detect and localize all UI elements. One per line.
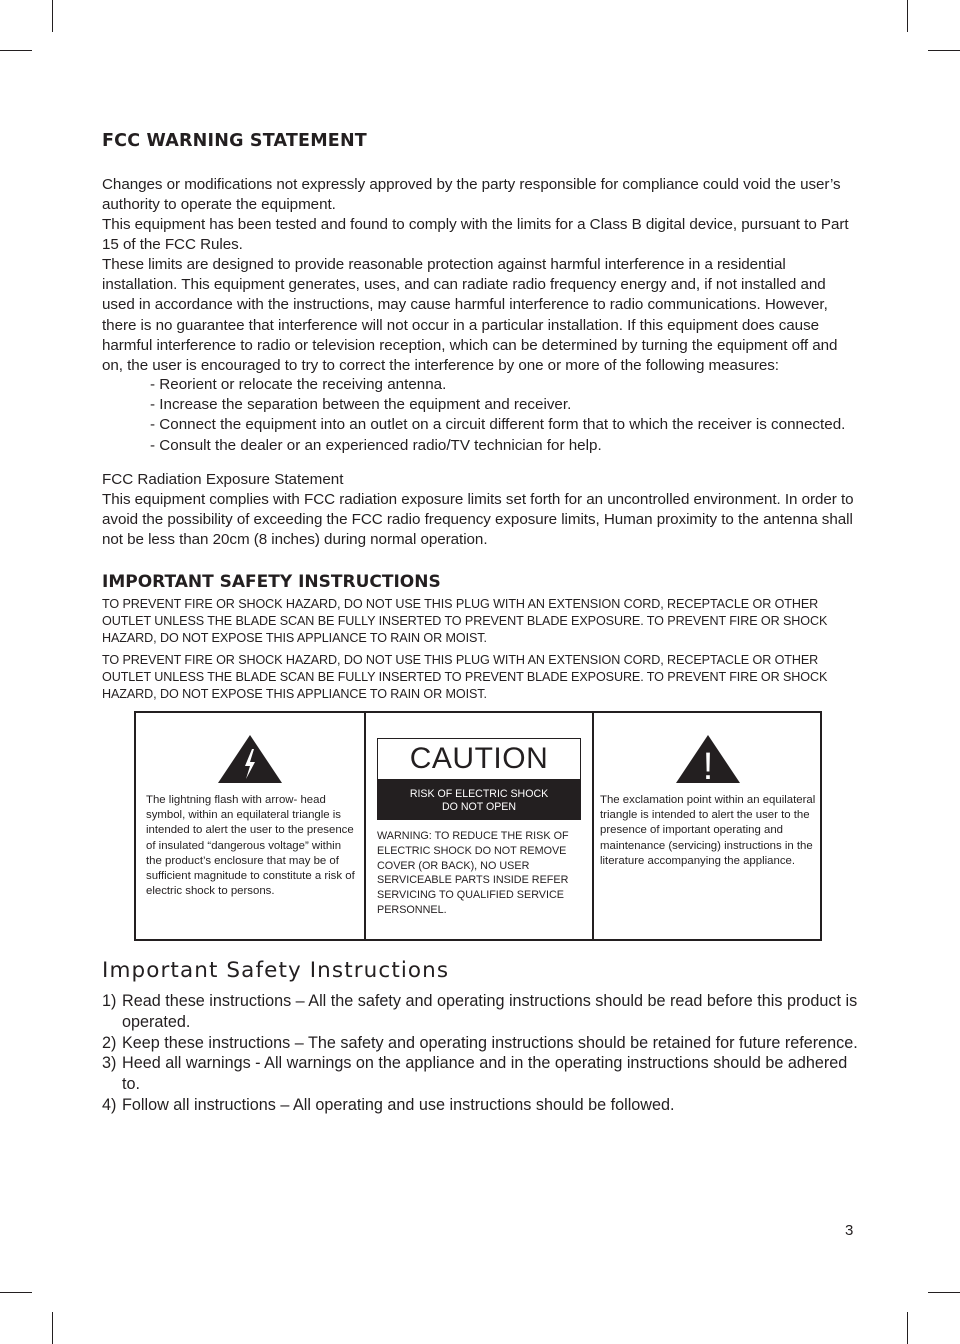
fcc-paragraph: This equipment has been tested and found to comply with the limits for a Class B digital device, pursuant to Part 15 of the FCC Rules. <box>102 216 849 254</box>
radiation-paragraph: This equipment complies with FCC radiation exposure limits set forth for an uncontrolled environment. In order to avoid the possibility of exceeding the FCC radio frequency exposure limits, Human proximity to the antenna shall not be less than 20cm (8 inches) during normal operation. <box>102 491 854 549</box>
crop-mark <box>907 1312 908 1344</box>
caution-warning-text: WARNING: TO REDUCE THE RISK OF ELECTRIC SHOCK DO NOT REMOVE COVER (OR BACK), NO USER SERVICEABLE PARTS INSIDE REFER SERVICING TO QUALIFIED SERVICE PERSONNEL. <box>377 830 569 916</box>
list-item: - Consult the dealer or an experienced radio/TV technician for help. <box>150 436 602 454</box>
crop-mark <box>907 0 908 32</box>
crop-mark <box>928 1292 960 1293</box>
exclamation-mark: ! <box>702 746 714 785</box>
list-item: 3) Heed all warnings - All warnings on the appliance and in the operating instructions should be adhered to. <box>102 1054 848 1094</box>
caution-word: CAUTION <box>409 742 549 775</box>
safety-warning: TO PREVENT FIRE OR SHOCK HAZARD, DO NOT USE THIS PLUG WITH AN EXTENSION CORD, RECEPTACLE OR OTHER OUTLET UNLESS THE BLADE SCAN BE FULLY INSERTED TO PREVENT BLADE EXPOSURE. TO PREVENT FIRE OR SHOCK HAZARD, DO NOT EXPOSE THIS APPLIANCE TO RAIN OR MOIST. <box>102 597 828 645</box>
list-item: - Reorient or relocate the receiving antenna. <box>150 376 447 393</box>
fcc-paragraph: These limits are designed to provide reasonable protection against harmful interference in a residential installation. This equipment generates, uses, and can radiate radio frequency energy and, if not installed and used in accordance with the instructions, may cause harmful interference to radio communications. However, there is no guarantee that interference will not occur in a particular installation. If this equipment does cause harmful interference to radio or television reception, which can be determined by turning the equipment off and on, the user is encouraged to try to correct the interference by one or more of the following measures: <box>102 256 838 375</box>
crop-mark <box>52 0 53 32</box>
fcc-paragraph: Changes or modifications not expressly approved by the party responsible for compliance could void the user’s authority to operate the equipment. <box>102 176 841 214</box>
safety-title: IMPORTANT SAFETY INSTRUCTIONS <box>102 572 441 592</box>
fcc-warning-title: FCC WARNING STATEMENT <box>102 131 367 151</box>
caution-band-line: RISK OF ELECTRIC SHOCK <box>409 788 549 800</box>
lightning-triangle-icon <box>216 733 284 785</box>
instructions-list <box>102 991 862 1116</box>
caution-band-line: DO NOT OPEN <box>442 801 516 813</box>
crop-mark <box>928 50 960 51</box>
caution-label <box>377 738 581 820</box>
crop-mark <box>52 1312 53 1344</box>
radiation-title: FCC Radiation Exposure Statement <box>102 471 344 488</box>
list-item: - Connect the equipment into an outlet on a circuit different form that to which the receiver is connected. <box>150 416 846 434</box>
warning-symbols-box <box>134 711 822 941</box>
exclamation-triangle-icon <box>674 733 742 785</box>
crop-mark <box>0 1292 32 1293</box>
caution-band <box>378 779 580 819</box>
lightning-cell <box>136 713 366 939</box>
list-item: - Increase the separation between the equipment and receiver. <box>150 396 572 414</box>
crop-mark <box>0 50 32 51</box>
safety-warning: TO PREVENT FIRE OR SHOCK HAZARD, DO NOT USE THIS PLUG WITH AN EXTENSION CORD, RECEPTACLE OR OTHER OUTLET UNLESS THE BLADE SCAN BE FULLY INSERTED TO PREVENT BLADE EXPOSURE. TO PREVENT FIRE OR SHOCK HAZARD, DO NOT EXPOSE THIS APPLIANCE TO RAIN OR MOIST. <box>102 653 828 701</box>
exclamation-description: The exclamation point within an equilateral triangle is intended to alert the user to the presence of important operating and maintenance (servicing) instructions in the literature accompanying the appliance. <box>600 794 816 867</box>
page-number: 3 <box>845 1222 854 1239</box>
instructions-title: Important Safety Instructions <box>102 958 450 983</box>
list-item: 1) Read these instructions – All the safety and operating instructions should be read before this product is operated. <box>102 992 858 1031</box>
list-item: 2) Keep these instructions – The safety and operating instructions should be retained for future reference. <box>102 1033 858 1052</box>
lightning-description: The lightning flash with arrow- head symbol, within an equilateral triangle is intended to alert the user to the presence of insulated “dangerous voltage” within the product’s enclosure that may be of sufficient magnitude to constitute a risk of electric shock to persons. <box>146 794 355 898</box>
fcc-measures-list <box>150 375 845 456</box>
exclamation-cell <box>594 713 820 939</box>
caution-cell <box>366 713 594 939</box>
list-item: 4) Follow all instructions – All operating and use instructions should be followed. <box>102 1095 675 1114</box>
